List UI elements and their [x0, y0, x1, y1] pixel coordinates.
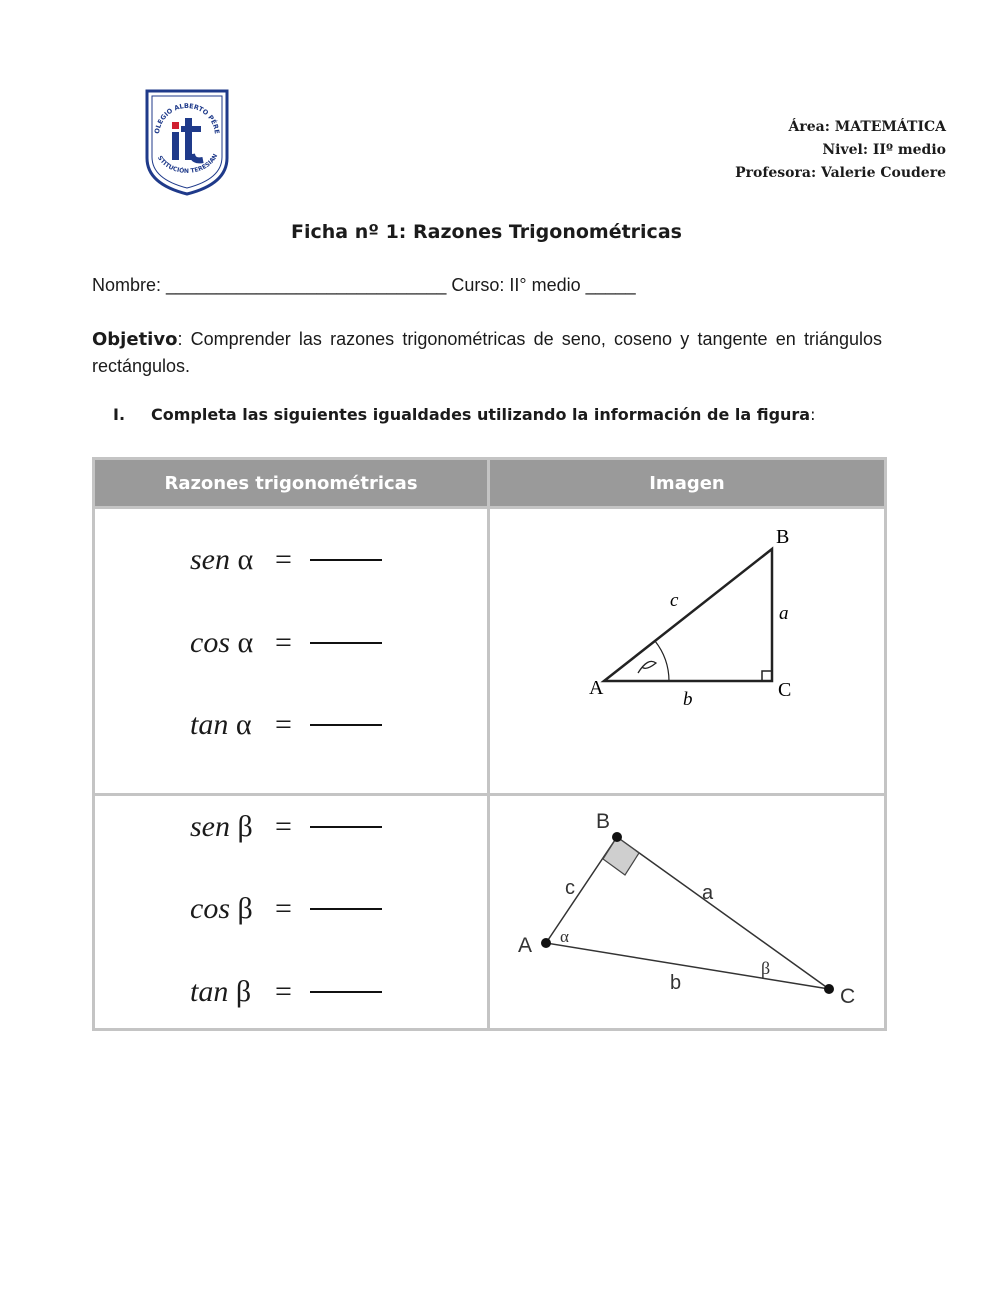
- svg-text:c: c: [565, 877, 575, 899]
- answer-line[interactable]: [310, 724, 382, 726]
- objective-text: : Comprender las razones trigonométricas de seno, coseno y tangente en triángulos rectángulos.: [92, 329, 882, 376]
- figure-cell-alpha: [489, 508, 886, 795]
- school-logo: [141, 86, 233, 198]
- table-row: [94, 795, 886, 1030]
- svg-text:C: C: [778, 679, 792, 701]
- objective: [92, 326, 882, 379]
- svg-text:α: α: [560, 927, 569, 946]
- instruction-colon: :: [810, 405, 816, 424]
- ratio-tan-alpha: tan α =: [190, 708, 252, 742]
- svg-text:c: c: [670, 590, 679, 611]
- instruction-number: I.: [113, 405, 126, 424]
- course-blank: _____: [585, 275, 636, 295]
- ratios-cell-alpha: [94, 508, 489, 795]
- objective-label: Objetivo: [92, 329, 178, 350]
- svg-text:β: β: [761, 958, 771, 978]
- svg-text:A: A: [589, 677, 604, 699]
- answer-line[interactable]: [310, 559, 382, 561]
- instruction: [113, 405, 816, 424]
- ratio-sen-beta: sen β =: [190, 810, 253, 844]
- svg-text:COLEGIO ALBERTO PÉREZ: OLEGIO ALBERTO PÉRE: [153, 101, 221, 135]
- teacher-label: Profesora: Valerie Coudere: [735, 165, 946, 181]
- svg-text:a: a: [779, 603, 789, 624]
- student-info-line: [92, 275, 636, 296]
- answer-line[interactable]: [310, 826, 382, 828]
- svg-text:b: b: [670, 972, 682, 994]
- ratio-tan-beta: tan β =: [190, 975, 251, 1009]
- figure-cell-beta: [489, 795, 886, 1030]
- ratios-table: [92, 457, 887, 1031]
- svg-text:a: a: [702, 882, 714, 904]
- header-ratios: Razones trigonométricas: [94, 459, 489, 508]
- table-row: [94, 508, 886, 795]
- answer-line[interactable]: [310, 908, 382, 910]
- svg-text:b: b: [683, 689, 693, 710]
- svg-text:INSTITUCIÓN TERESIANA: STITUCIÓN TERESIAN: [155, 152, 220, 175]
- instruction-text: Completa las siguientes igualdades utilizando la información de la figura: [151, 405, 811, 424]
- name-blank: ____________________________: [166, 275, 447, 295]
- svg-text:B: B: [596, 810, 611, 833]
- table-header-row: [94, 459, 886, 508]
- page-title: Ficha nº 1: Razones Trigonométricas: [291, 221, 682, 243]
- ratios-cell-beta: [94, 795, 489, 1030]
- answer-line[interactable]: [310, 991, 382, 993]
- answer-line[interactable]: [310, 642, 382, 644]
- triangle-figure-1: [490, 509, 884, 793]
- header-image: Imagen: [489, 459, 886, 508]
- svg-text:C: C: [840, 985, 856, 1008]
- course-label: Curso: II° medio: [451, 275, 581, 295]
- triangle-figure-2: [490, 796, 884, 1028]
- ratio-cos-alpha: cos α =: [190, 626, 253, 660]
- svg-text:B: B: [776, 526, 790, 548]
- level-label: Nivel: IIº medio: [822, 142, 946, 158]
- ratio-cos-beta: cos β =: [190, 892, 253, 926]
- name-label: Nombre:: [92, 275, 162, 295]
- svg-text:A: A: [518, 934, 533, 957]
- header-info: [735, 116, 946, 185]
- ratio-sen-alpha: sen α =: [190, 543, 253, 577]
- area-label: Área: MATEMÁTICA: [788, 119, 946, 135]
